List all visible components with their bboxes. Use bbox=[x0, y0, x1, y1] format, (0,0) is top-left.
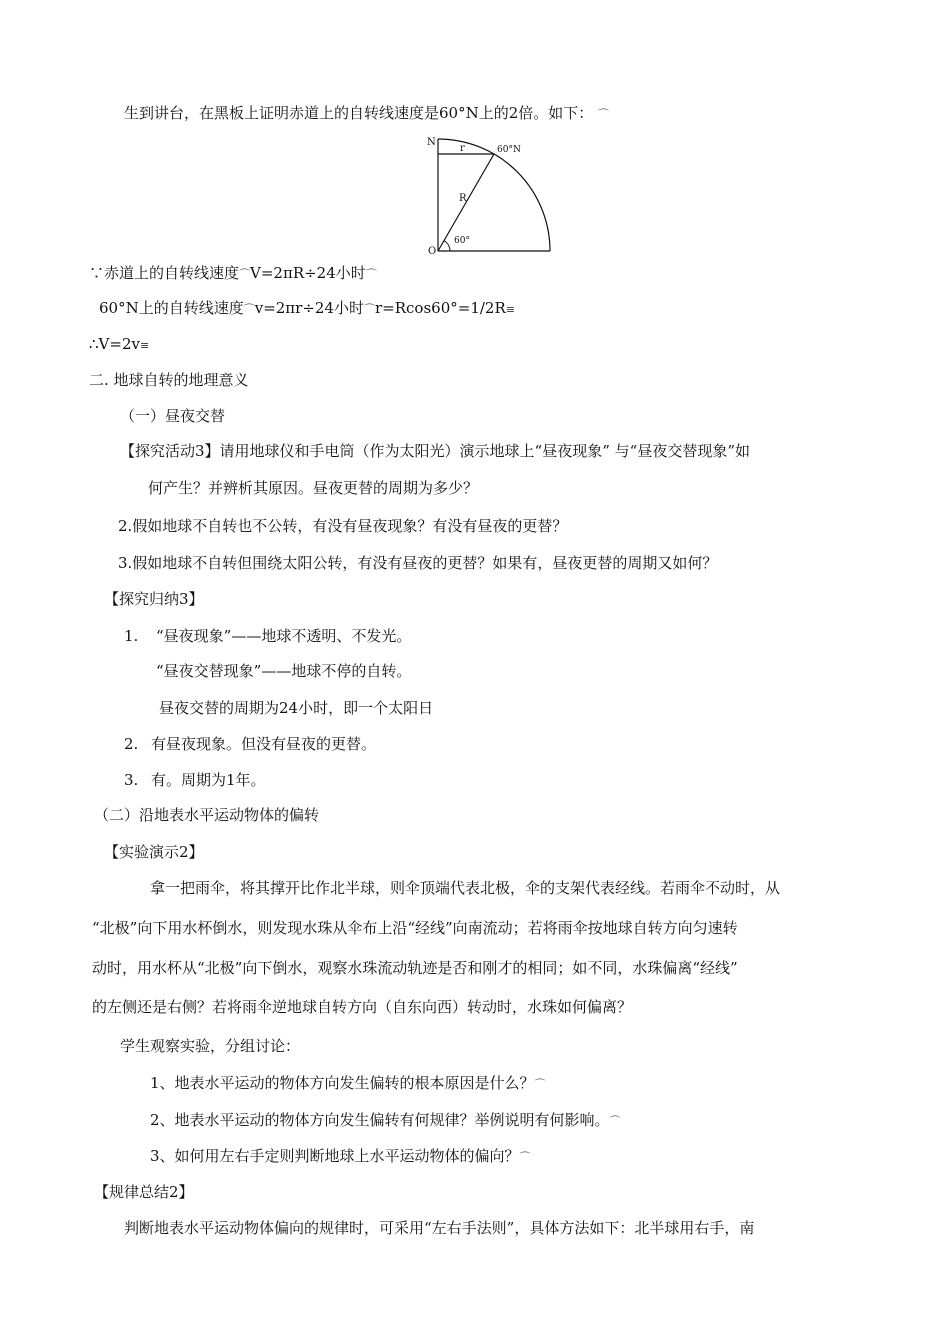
equation-mark: ≡ bbox=[505, 303, 515, 316]
label-n: N bbox=[427, 137, 436, 148]
demo2-paragraph-line1: 拿一把雨伞，将其撑开比作北半球，则伞顶端代表北极，伞的支架代表经线。若雨伞不动时，从 bbox=[150, 879, 781, 897]
discussion-q3 bbox=[150, 1146, 531, 1168]
label-r-big: R bbox=[459, 193, 467, 204]
paragraph-mark: ⌒ bbox=[364, 303, 375, 316]
activity3-line2: 何产生？并辨析其原因。昼夜更替的周期为多少？ bbox=[148, 479, 479, 497]
demo2-heading: 【实验演示2】 bbox=[104, 843, 204, 861]
intro-line bbox=[124, 103, 609, 125]
discussion-intro: 学生观察实验，分组讨论： bbox=[120, 1037, 301, 1055]
proof-line-2 bbox=[99, 298, 515, 320]
intro-text: 生到讲台，在黑板上证明赤道上的自转线速度是60°N上的2倍。如下： bbox=[124, 104, 594, 122]
discussion-q1 bbox=[150, 1073, 546, 1095]
paragraph-mark: ⌒ bbox=[534, 1078, 546, 1091]
rule2-heading: 【规律总结2】 bbox=[94, 1183, 194, 1201]
section-heading: 二. 地球自转的地理意义 bbox=[89, 371, 249, 389]
proof-text: V=2πR÷24小时 bbox=[250, 264, 366, 282]
label-60n: 60°N bbox=[497, 145, 521, 155]
activity3-line1: 【探究活动3】请用地球仪和手电筒（作为太阳光）演示地球上“昼夜现象” 与“昼夜交替现象”如 bbox=[120, 442, 750, 460]
summary3-heading: 【探究归纳3】 bbox=[104, 590, 204, 608]
activity3-q2: 2.假如地球不自转也不公转，有没有昼夜现象？有没有昼夜的更替？ bbox=[118, 517, 568, 535]
proof-text: 60°N上的自转线速度 bbox=[99, 299, 244, 317]
equation-mark: ≡ bbox=[139, 339, 150, 352]
paragraph-mark: ⌒ bbox=[519, 1151, 531, 1164]
proof-line-1 bbox=[89, 263, 377, 285]
quarter-circle-arc bbox=[438, 139, 550, 251]
summary3-item2-num: 2. bbox=[124, 735, 139, 753]
paragraph-mark: ⌒ bbox=[243, 303, 255, 316]
label-o: O bbox=[428, 246, 437, 255]
paragraph-mark: ⌒ bbox=[598, 108, 610, 121]
subsection-heading: （一）昼夜交替 bbox=[120, 407, 226, 425]
proof-text: ∵赤道上的自转线速度 bbox=[89, 264, 240, 282]
proof-text: v=2πr÷24小时 bbox=[254, 299, 364, 317]
proof-text: ∴V=2v bbox=[89, 335, 140, 353]
activity3-q3: 3.假如地球不自转但围绕太阳公转，有没有昼夜的更替？如果有，昼夜更替的周期又如何？ bbox=[118, 554, 718, 572]
paragraph-mark: ⌒ bbox=[365, 268, 377, 281]
label-angle: 60° bbox=[454, 236, 470, 246]
discussion-q2 bbox=[150, 1110, 621, 1132]
demo2-paragraph-line2: “北极”向下用水杯倒水，则发现水珠从伞布上沿“经线”向南流动；若将雨伞按地球自转方向匀速转 bbox=[92, 919, 738, 937]
paragraph-mark: ⌒ bbox=[239, 268, 251, 281]
summary3-item1c: 昼夜交替的周期为24小时，即一个太阳日 bbox=[159, 699, 434, 717]
proof-line-3 bbox=[89, 334, 149, 356]
summary3-item1-num: 1. bbox=[124, 627, 139, 645]
paragraph-mark: ⌒ bbox=[609, 1115, 621, 1128]
angle-arc bbox=[444, 241, 450, 251]
summary3-item1a: “昼夜现象”——地球不透明、不发光。 bbox=[156, 627, 412, 645]
summary3-item3-num: 3. bbox=[124, 771, 139, 789]
demo2-paragraph-line3: 动时，用水杯从“北极”向下倒水，观察水珠流动轨迹是否和刚才的相同；如不同，水珠偏离“经线” bbox=[92, 959, 738, 977]
summary3-item3: 有。周期为1年。 bbox=[151, 771, 266, 789]
discussion-text: 3、如何用左右手定则判断地球上水平运动物体的偏向？ bbox=[150, 1147, 520, 1165]
proof-text: r=Rcos60°=1/2R bbox=[375, 299, 506, 317]
summary3-item2: 有昼夜现象。但没有昼夜的更替。 bbox=[151, 735, 377, 753]
discussion-text: 2、地表水平运动的物体方向发生偏转有何规律？举例说明有何影响。 bbox=[150, 1111, 610, 1129]
label-r-small: r bbox=[460, 143, 465, 154]
demo2-paragraph-line4: 的左侧还是右侧？若将雨伞逆地球自转方向（自东向西）转动时，水珠如何偏离？ bbox=[92, 998, 633, 1016]
summary3-item1b: “昼夜交替现象”——地球不停的自转。 bbox=[156, 662, 412, 680]
discussion-text: 1、地表水平运动的物体方向发生偏转的根本原因是什么？ bbox=[150, 1074, 535, 1092]
rule2-paragraph-line1: 判断地表水平运动物体偏向的规律时，可采用“左右手法则”，具体方法如下：北半球用右手，南 bbox=[124, 1219, 755, 1237]
subsection-heading-2: （二）沿地表水平运动物体的偏转 bbox=[94, 806, 320, 824]
latitude-diagram bbox=[424, 135, 556, 255]
